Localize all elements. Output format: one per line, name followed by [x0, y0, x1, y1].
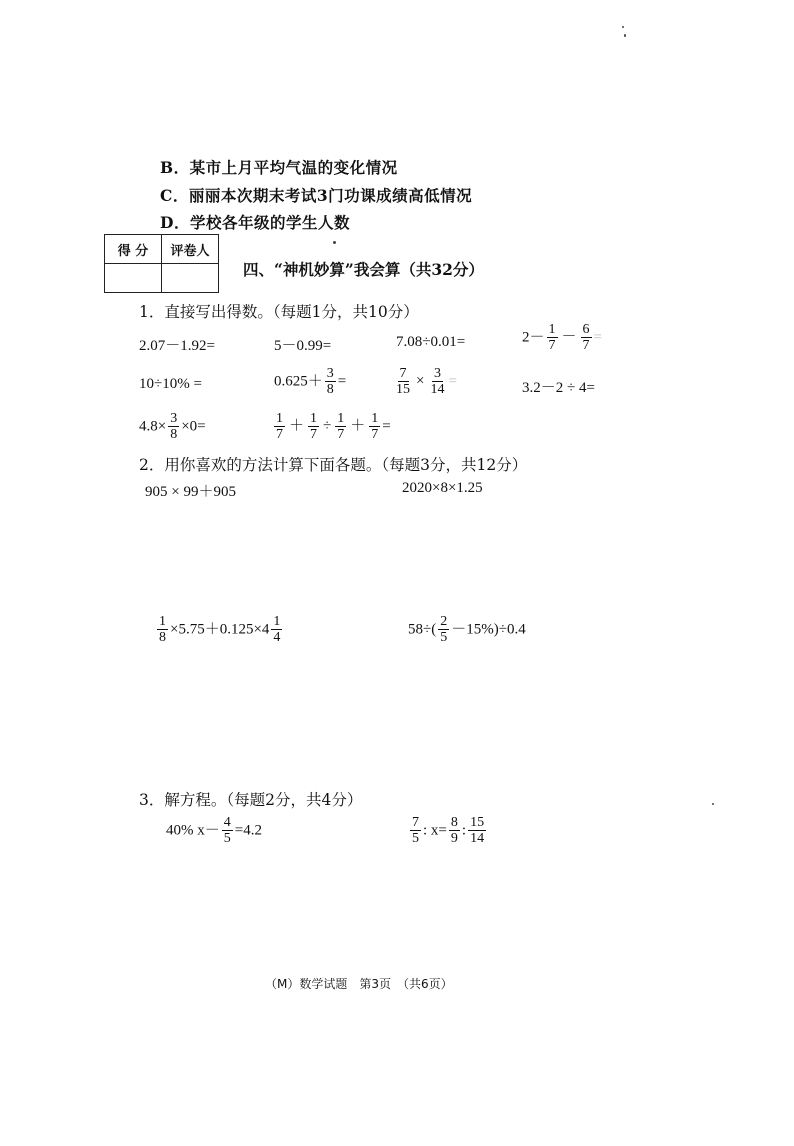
option-d: D．学校各年级的学生人数: [160, 213, 350, 232]
denominator: 7: [276, 427, 283, 443]
fraction: [222, 815, 233, 847]
q1-item-i: [139, 411, 206, 443]
text: 58÷(: [408, 621, 437, 638]
numerator: 1: [371, 411, 379, 426]
q1-item-a: 2.07－1.92=: [139, 338, 215, 354]
numerator: 1: [273, 614, 281, 629]
text: ×5.75＋0.125×4: [170, 621, 270, 638]
fraction: [168, 411, 179, 443]
operator: ＋: [350, 418, 366, 435]
option-c: C．丽丽本次期末考试3门功课成绩高低情况: [160, 186, 473, 205]
numerator: 1: [276, 411, 283, 426]
text: :: [461, 822, 467, 839]
q1-item-f: [274, 366, 346, 398]
numerator: 6: [582, 322, 590, 337]
grader-cell: [162, 264, 219, 293]
numerator: 15: [470, 815, 485, 830]
denominator: 9: [450, 831, 458, 847]
numerator: 8: [450, 815, 458, 830]
fraction: [410, 815, 421, 847]
q1-item-c: 7.08÷0.01=: [396, 334, 466, 350]
denominator: 8: [170, 427, 178, 443]
denominator: 8: [326, 382, 334, 398]
fraction: [325, 366, 336, 398]
fraction: [274, 411, 285, 443]
text: =: [382, 418, 391, 435]
denominator: 14: [470, 831, 485, 847]
text: 40% x－: [166, 822, 220, 839]
q3-item-a: [166, 815, 262, 847]
denominator: 14: [430, 382, 445, 398]
denominator: 7: [310, 427, 318, 443]
text: －15%)÷0.4: [451, 621, 526, 638]
denominator: 8: [159, 630, 166, 646]
numerator: 4: [223, 815, 231, 830]
q1-title: 1．直接写出得数。（每题1分，共10分）: [139, 303, 419, 321]
q1-item-b: 5－0.99=: [274, 338, 332, 354]
numerator: 3: [170, 411, 178, 426]
denominator: 15: [396, 382, 410, 398]
operator: －: [561, 329, 577, 346]
fraction: [335, 411, 346, 443]
q2-item-b: 2020×8×1.25: [402, 480, 483, 496]
denominator: 5: [412, 831, 419, 847]
q3-title: 3．解方程。（每题2分，共4分）: [139, 791, 363, 809]
q1-item-d: [522, 322, 602, 354]
fraction: [428, 366, 446, 398]
operator: ＋: [289, 418, 305, 435]
fraction: [157, 614, 168, 646]
text: : x=: [423, 822, 447, 839]
scan-speck: [333, 241, 336, 244]
option-b: B．某市上月平均气温的变化情况: [160, 158, 398, 177]
operator: ×: [416, 373, 425, 390]
text: 2－: [522, 329, 545, 346]
fraction: [369, 411, 380, 443]
denominator: 5: [223, 831, 231, 847]
text: =4.2: [234, 822, 262, 839]
operator: ÷: [323, 418, 332, 435]
q3-item-b: [408, 815, 488, 847]
numerator: 7: [412, 815, 419, 830]
fraction: [271, 614, 282, 646]
numerator: 1: [310, 411, 318, 426]
text: =: [593, 329, 602, 346]
score-cell: [105, 264, 162, 293]
denominator: 4: [273, 630, 281, 646]
text: =: [337, 373, 347, 390]
fraction: [438, 614, 449, 646]
fraction: [581, 322, 592, 354]
q2-item-c: [155, 614, 284, 646]
section-title: 四、“神机妙算”我会算（共32分）: [243, 260, 484, 279]
numerator: 7: [399, 366, 407, 381]
page-footer: （M）数学试题 第3页 （共6页）: [265, 977, 453, 991]
fraction: [449, 815, 460, 847]
q1-item-e: 10÷10% =: [139, 376, 202, 392]
q1-item-j: [272, 411, 391, 443]
denominator: 7: [548, 338, 556, 354]
score-label: 得 分: [105, 235, 162, 264]
fraction: [394, 366, 412, 398]
fraction: [468, 815, 486, 847]
scan-speck: [622, 26, 624, 28]
numerator: 3: [326, 366, 334, 381]
numerator: 3: [433, 366, 441, 381]
grader-label: 评卷人: [162, 235, 219, 264]
scan-speck: [712, 803, 714, 805]
denominator: 5: [440, 630, 448, 646]
scan-speck: [624, 34, 626, 37]
text: 0.625＋: [274, 373, 323, 390]
fraction: [308, 411, 319, 443]
denominator: 7: [337, 427, 345, 443]
q2-item-d: [408, 614, 526, 646]
denominator: 7: [582, 338, 590, 354]
q1-item-h: 3.2－2 ÷ 4=: [522, 380, 595, 396]
q2-title: 2．用你喜欢的方法计算下面各题。（每题3分，共12分）: [139, 456, 528, 474]
numerator: 2: [440, 614, 448, 629]
fraction: [547, 322, 558, 354]
text: 4.8×: [139, 418, 167, 435]
text: =: [448, 373, 457, 390]
denominator: 7: [371, 427, 379, 443]
text: ×0=: [181, 418, 206, 435]
numerator: 1: [548, 322, 556, 337]
numerator: 1: [159, 614, 166, 629]
score-box: [104, 234, 219, 293]
q2-item-a: 905 × 99＋905: [145, 484, 236, 500]
numerator: 1: [337, 411, 345, 426]
q1-item-g: [392, 366, 457, 398]
